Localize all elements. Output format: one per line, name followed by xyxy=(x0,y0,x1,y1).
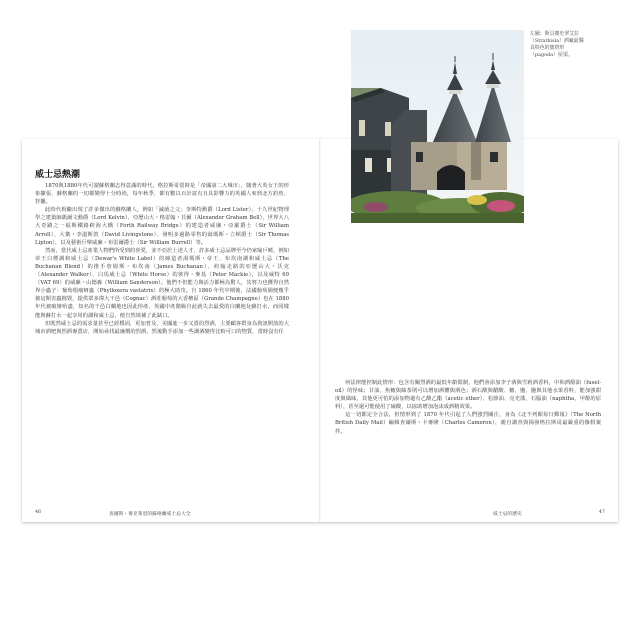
paragraph: 然而，當代威士忌產業人物們所受到的喜愛，並不亞於上述人才，許多威士忌品牌至今仍家喻戶曉，例如帝王白標調和威士忌（Dewar's White Label）的締造者湯瑪斯・帝王、布坎南調和威士忌（The Buchanan Blend）的推手詹姆斯・布坎南（James Buchanan）、約翰走路的亞歷山大・沃克（Alexander Walker）、白馬威士忌（White Horse）的彼得・麥基（Peter Mackie），以及威特 69（VAT 69）的威廉・山德森（William Sanderson）。他們不但能力與活力都極為驚人，其努力也獲得自然界小蟲子：葡萄根瘤蚜蟲（Phylloxera vastatrix）的極大助攻。自 1860 年代中期後，法國葡萄園便幾乎被這類害蟲摧毀，提供眾多偉大干邑（Cognac）酒莊葡萄的大香檳區（Grande Champagne）也在 1880 年代被破壞殆盡，知名的干邑白蘭地也因此停產，英國中產階級自此就失去最愛的白蘭地兌蘇打水，而同樣能與蘇打水一起享用的調和威士忌，便自然填補了此缺口。 xyxy=(35,247,289,319)
distillery-photo xyxy=(351,30,524,223)
running-title: 查爾斯・麥克萊恩的蘇格蘭威士忌大全 xyxy=(109,512,191,517)
left-page xyxy=(22,139,319,522)
distillery-illustration xyxy=(351,30,524,223)
paragraph: 何法律能控制此情形：包含有關烈酒的最低年齡限制，他們會添加李子酒與雪莉酒香料，中和酒醇油（fusel-oil）的怪味；甘油、焦糖與綠茶則可以增加酒體與酒色；酒石酸與醋酸、糖、鹽、鹽與其他水果香料，能加強甜度與風味，其他更可怕的添加物還有乙酸乙酯（acetic ether）、松節油、亮光漆，石腦油（naphtha，甲醇的原料），甚至還可能使用了硫酸，以協助增加泡沫成酒精效果。 xyxy=(335,380,601,411)
section-title: 威士忌熱潮 xyxy=(35,170,81,180)
book-spread xyxy=(22,139,618,522)
page-number: 46 xyxy=(35,510,42,515)
right-body-text xyxy=(335,379,601,436)
photo-caption: 左圖：斯貝賽史翠艾拉（Strathisla）酒廠最獨具特色的寶塔形（pagoda）屋頂。 xyxy=(530,31,584,58)
left-body-text xyxy=(35,182,289,336)
page-number: 47 xyxy=(598,510,605,515)
running-title: 威士忌的歷史 xyxy=(493,512,522,517)
paragraph: 1870與1880年代可謂蘇格蘭志得意滿的時代，格拉斯哥當時是「帝國第二大城市」，隨著大英女王的形象擴張，蘇格蘭的一切都變得十分時尚，每年秋季，都有數以百計富有且具影響力的英國人來到北方釣魚、狩獵。 xyxy=(35,183,289,206)
paragraph: 但既然威士忌的需求量甚至已經穩固，更加普及，美國進一步又賣的烈酒，主要顧客群身為資訊開放的大城市酒吧與烈酒專賣店，開始尋找最廉價的烈酒，然後動手添加一些調酒變得比較可口的物質，當時沒有任 xyxy=(35,320,289,335)
paragraph: 此時代相繼出現了許多傑出的蘇格蘭人，例如「滅菌之父」李斯特勳爵（Lord Lister）、十九世紀物理學之建築師凱爾文勳爵（Lord Kelvin）、亞歷山大・格雷翰・貝爾（Alexander Graham Bell）、世界大八大奇蹟之一福斯鐵路跨海大橋（Forth Railway Bridge）的建造者威廉・亞羅爵士（Sir William Arroll）、大衛・李溫斯敦（David Livingstone）、發明多過路零售的湯瑪斯・立頓爵士（Sir Thomas Lipton），以及藝術巨擘威廉・布雷爾爵士（Sir William Burrell）等。 xyxy=(35,207,289,246)
left-footer xyxy=(35,510,307,518)
right-footer xyxy=(321,510,605,518)
paragraph: 這一切都定全合法，但情形到了 1870 年代引起了人們強烈關注，身為《北不列顛每日郵報》（The North British Daily Mail）編輯查爾斯・卡麥隆（Charles Cameron），親自調查與揭發格拉斯哥最嚴重的摻假案件。 xyxy=(335,412,601,435)
